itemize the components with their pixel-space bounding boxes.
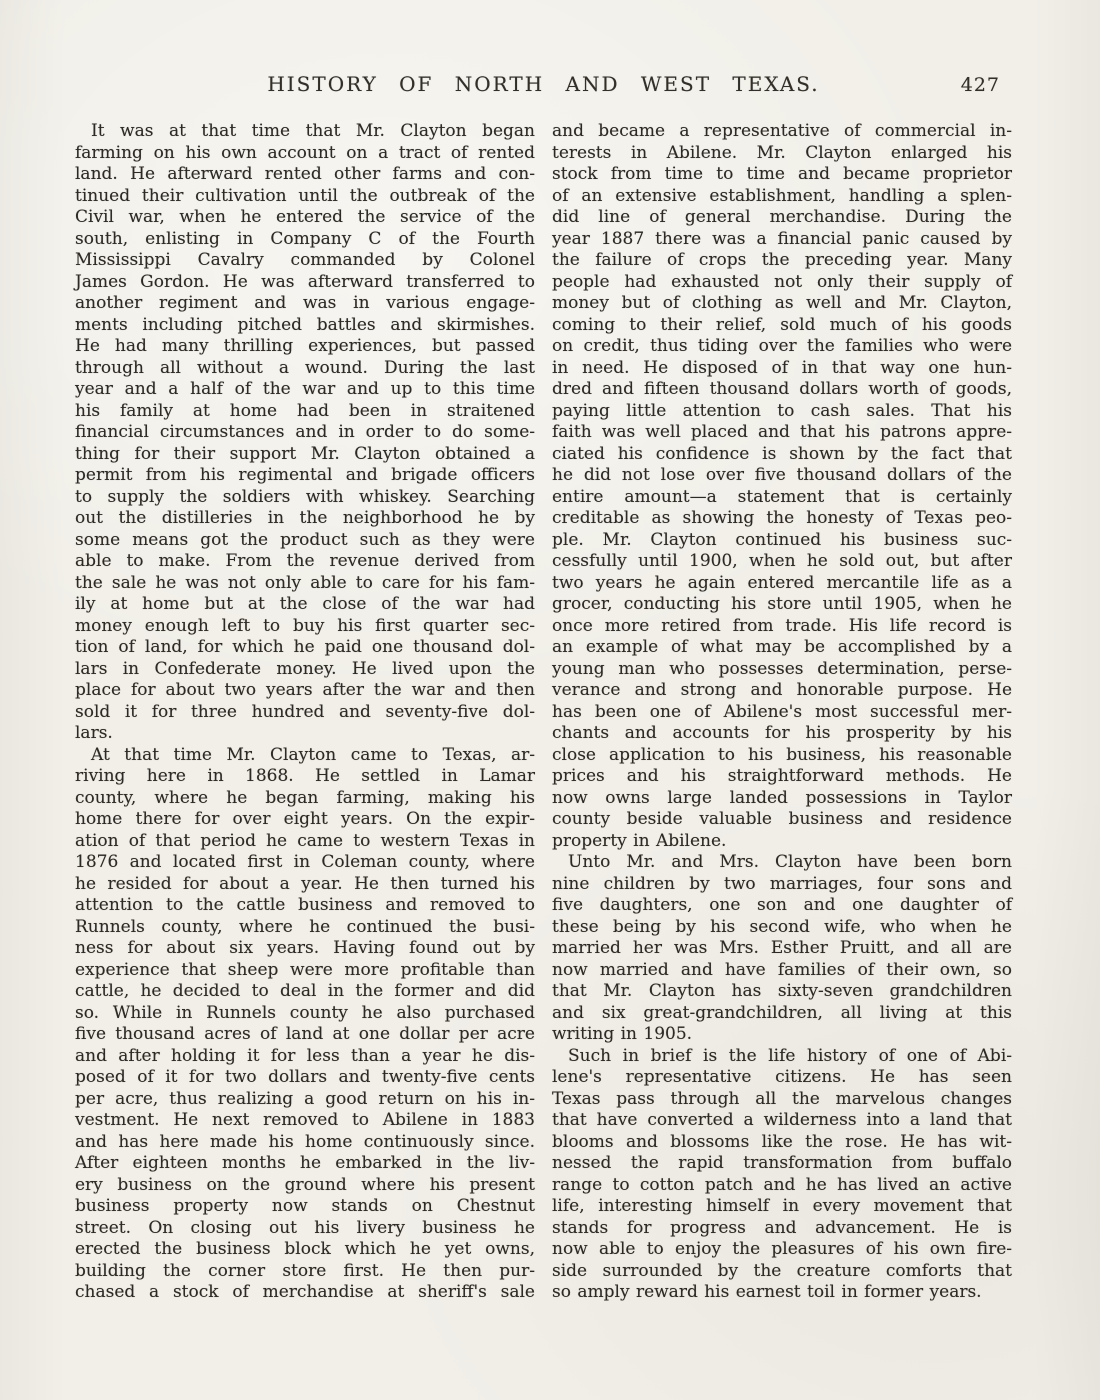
text-line: grocer, conducting his store until 1905, when he bbox=[552, 594, 1012, 614]
text-line: cattle, he decided to deal in the former and did bbox=[75, 981, 535, 1001]
text-line: Runnels county, where he continued the busi- bbox=[75, 916, 535, 937]
text-line: in need. He disposed of in that way one hun- bbox=[552, 357, 1012, 378]
text-line: year 1887 there was a financial panic caused by bbox=[552, 228, 1012, 249]
text-line: range to cotton patch and he has lived an active bbox=[552, 1174, 1012, 1195]
text-line: and after holding it for less than a year he dis- bbox=[75, 1045, 535, 1066]
text-line: he resided for about a year. He then turned his bbox=[75, 873, 535, 894]
text-line: county, where he began farming, making his bbox=[75, 787, 535, 808]
text-line: nine children by two marriages, four sons and bbox=[552, 873, 1012, 894]
text-line: verance and strong and honorable purpose. He bbox=[552, 680, 1012, 700]
text-line: has been one of Abilene's most successful mer- bbox=[552, 701, 1012, 722]
text-line: experience that sheep were more profitable than bbox=[75, 959, 535, 980]
text-line: He had many thrilling experiences, but passed bbox=[75, 336, 535, 356]
text-line: nessed the rapid transformation from buffalo bbox=[552, 1153, 1012, 1173]
text-line: Unto Mr. and Mrs. Clayton have been born bbox=[568, 852, 1012, 872]
text-line: on credit, thus tiding over the families who were bbox=[552, 336, 1012, 356]
text-line: county beside valuable business and residence bbox=[552, 809, 1012, 829]
text-line: Such in brief is the life history of one of Abi- bbox=[568, 1045, 1012, 1066]
text-line: now able to enjoy the pleasures of his own fire- bbox=[552, 1239, 1012, 1259]
text-line: erected the business block which he yet owns, bbox=[75, 1239, 535, 1259]
text-line: paying little attention to cash sales. That his bbox=[552, 400, 1012, 421]
text-line: south, enlisting in Company C of the Fourth bbox=[75, 228, 535, 249]
text-line: able to make. From the revenue derived from bbox=[75, 551, 535, 571]
text-line: home there for over eight years. On the expir- bbox=[75, 809, 535, 829]
text-line: ery business on the ground where his present bbox=[75, 1174, 535, 1195]
text-line: ciated his confidence is shown by the fact that bbox=[552, 443, 1012, 464]
text-line: money but of clothing as well and Mr. Clayton, bbox=[552, 293, 1012, 313]
text-line: lars in Confederate money. He lived upon the bbox=[75, 658, 535, 679]
text-line: and became a representative of commercial in- bbox=[552, 121, 1012, 141]
text-line: these being by his second wife, who when he bbox=[552, 916, 1012, 937]
text-line: ation of that period he came to western Texas in bbox=[75, 830, 535, 851]
text-line: of an extensive establishment, handling a splen- bbox=[552, 185, 1012, 206]
text-line: the sale he was not only able to care for his fam- bbox=[75, 572, 535, 593]
text-line: permit from his regimental and brigade officers bbox=[75, 465, 535, 485]
right-column bbox=[552, 121, 1012, 1304]
text-line: place for about two years after the war and then bbox=[75, 680, 535, 700]
text-line: ily at home but at the close of the war had bbox=[75, 594, 535, 614]
text-line: attention to the cattle business and removed to bbox=[75, 895, 535, 915]
text-line: chased a stock of merchandise at sheriff's sale bbox=[75, 1282, 535, 1302]
text-line: close application to his business, his reasonable bbox=[552, 744, 1012, 765]
text-line: young man who possesses determination, perse- bbox=[552, 658, 1012, 679]
text-line: building the corner store first. He then pur- bbox=[75, 1260, 535, 1281]
text-line: so amply reward his earnest toil in former years. bbox=[552, 1282, 982, 1302]
text-line: so. While in Runnels county he also purchased bbox=[75, 1002, 535, 1023]
text-line: entire amount—a statement that is certainly bbox=[552, 486, 1012, 507]
text-line: the failure of crops the preceding year. Many bbox=[552, 250, 1012, 270]
text-line: life, interesting himself in every movement that bbox=[552, 1196, 1012, 1216]
text-line: and has here made his home continuously since. bbox=[75, 1131, 535, 1152]
text-line: blooms and blossoms like the rose. He has wit- bbox=[552, 1131, 1012, 1152]
page-header bbox=[75, 72, 1012, 100]
text-line: through all without a wound. During the last bbox=[75, 357, 535, 378]
left-column bbox=[75, 121, 535, 1304]
text-line: once more retired from trade. His life record is bbox=[552, 615, 1012, 636]
text-line: creditable as showing the honesty of Texas peo- bbox=[552, 508, 1012, 528]
text-line: that Mr. Clayton has sixty-seven grandchildren bbox=[552, 981, 1012, 1001]
text-line: another regiment and was in various engage- bbox=[75, 293, 535, 313]
text-line: It was at that time that Mr. Clayton began bbox=[91, 121, 535, 141]
text-line: Texas pass through all the marvelous changes bbox=[552, 1088, 1012, 1109]
text-line: married her was Mrs. Esther Pruitt, and all are bbox=[552, 938, 1012, 958]
text-line: now married and have families of their own, so bbox=[552, 959, 1012, 980]
text-line: he did not lose over five thousand dollars of the bbox=[552, 465, 1012, 485]
text-line: year and a half of the war and up to this time bbox=[75, 379, 535, 399]
text-line: an example of what may be accomplished by a bbox=[552, 637, 1012, 657]
text-line: vestment. He next removed to Abilene in 1883 bbox=[75, 1110, 535, 1130]
text-line: tinued their cultivation until the outbreak of the bbox=[75, 185, 535, 206]
text-line: that have converted a wilderness into a land that bbox=[552, 1110, 1012, 1130]
page-number: 427 bbox=[960, 74, 1000, 96]
text-line: writing in 1905. bbox=[552, 1024, 693, 1044]
text-line: sold it for three hundred and seventy-five dol- bbox=[75, 701, 535, 722]
text-line: people had exhausted not only their supply of bbox=[552, 271, 1012, 292]
text-line: posed of it for two dollars and twenty-five cents bbox=[75, 1067, 535, 1087]
text-line: cessfully until 1900, when he sold out, but after bbox=[552, 551, 1012, 571]
text-line: side surrounded by the creature comforts that bbox=[552, 1260, 1012, 1281]
text-line: Civil war, when he entered the service of the bbox=[75, 207, 535, 227]
text-line: dred and fifteen thousand dollars worth of goods, bbox=[552, 379, 1012, 399]
text-line: farming on his own account on a tract of rented bbox=[75, 142, 535, 163]
running-title: HISTORY OF NORTH AND WEST TEXAS. bbox=[267, 72, 820, 96]
text-line: stock from time to time and became proprietor bbox=[552, 164, 1012, 184]
text-line: faith was well placed and that his patrons appre- bbox=[552, 422, 1012, 442]
text-line: land. He afterward rented other farms and con- bbox=[75, 164, 535, 184]
text-line: five daughters, one son and one daughter of bbox=[552, 895, 1012, 915]
text-line: out the distilleries in the neighborhood he by bbox=[75, 508, 535, 528]
text-line: some means got the product such as they were bbox=[75, 529, 535, 550]
text-line: terests in Abilene. Mr. Clayton enlarged his bbox=[552, 142, 1012, 163]
text-line: property in Abilene. bbox=[552, 830, 727, 851]
text-line: coming to their relief, sold much of his goods bbox=[552, 314, 1012, 335]
text-line: did line of general merchandise. During the bbox=[552, 207, 1012, 227]
text-columns bbox=[75, 121, 1012, 1304]
text-line: lene's representative citizens. He has seen bbox=[552, 1067, 1012, 1087]
text-line: street. On closing out his livery business he bbox=[75, 1217, 535, 1238]
text-line: two years he again entered mercantile life as a bbox=[552, 572, 1012, 593]
text-line: now owns large landed possessions in Taylor bbox=[552, 787, 1012, 808]
text-line: ple. Mr. Clayton continued his business suc- bbox=[552, 529, 1012, 550]
text-line: business property now stands on Chestnut bbox=[75, 1196, 535, 1216]
text-line: James Gordon. He was afterward transferred to bbox=[75, 271, 535, 292]
text-line: tion of land, for which he paid one thousand dol- bbox=[75, 637, 535, 657]
text-line: Mississippi Cavalry commanded by Colonel bbox=[75, 250, 535, 270]
text-line: thing for their support Mr. Clayton obtained a bbox=[75, 443, 535, 464]
text-line: chants and accounts for his prosperity by his bbox=[552, 723, 1012, 743]
text-line: At that time Mr. Clayton came to Texas, ar- bbox=[91, 744, 535, 765]
text-line: per acre, thus realizing a good return on his in- bbox=[75, 1088, 535, 1109]
text-line: After eighteen months he embarked in the liv- bbox=[75, 1153, 535, 1173]
text-line: stands for progress and advancement. He is bbox=[552, 1217, 1012, 1238]
text-line: and six great-grandchildren, all living at this bbox=[552, 1002, 1012, 1023]
text-line: ments including pitched battles and skirmishes. bbox=[75, 314, 535, 335]
text-line: five thousand acres of land at one dollar per acre bbox=[75, 1024, 535, 1044]
text-line: 1876 and located first in Coleman county, where bbox=[75, 852, 535, 872]
text-line: to supply the soldiers with whiskey. Searching bbox=[75, 486, 535, 507]
text-line: prices and his straightforward methods. He bbox=[552, 766, 1012, 786]
text-line: ness for about six years. Having found out by bbox=[75, 938, 535, 958]
text-line: lars. bbox=[75, 723, 113, 743]
text-line: riving here in 1868. He settled in Lamar bbox=[75, 766, 535, 786]
text-line: his family at home had been in straitened bbox=[75, 400, 535, 421]
text-line: financial circumstances and in order to do some- bbox=[75, 422, 535, 442]
text-line: money enough left to buy his first quarter sec- bbox=[75, 615, 535, 636]
